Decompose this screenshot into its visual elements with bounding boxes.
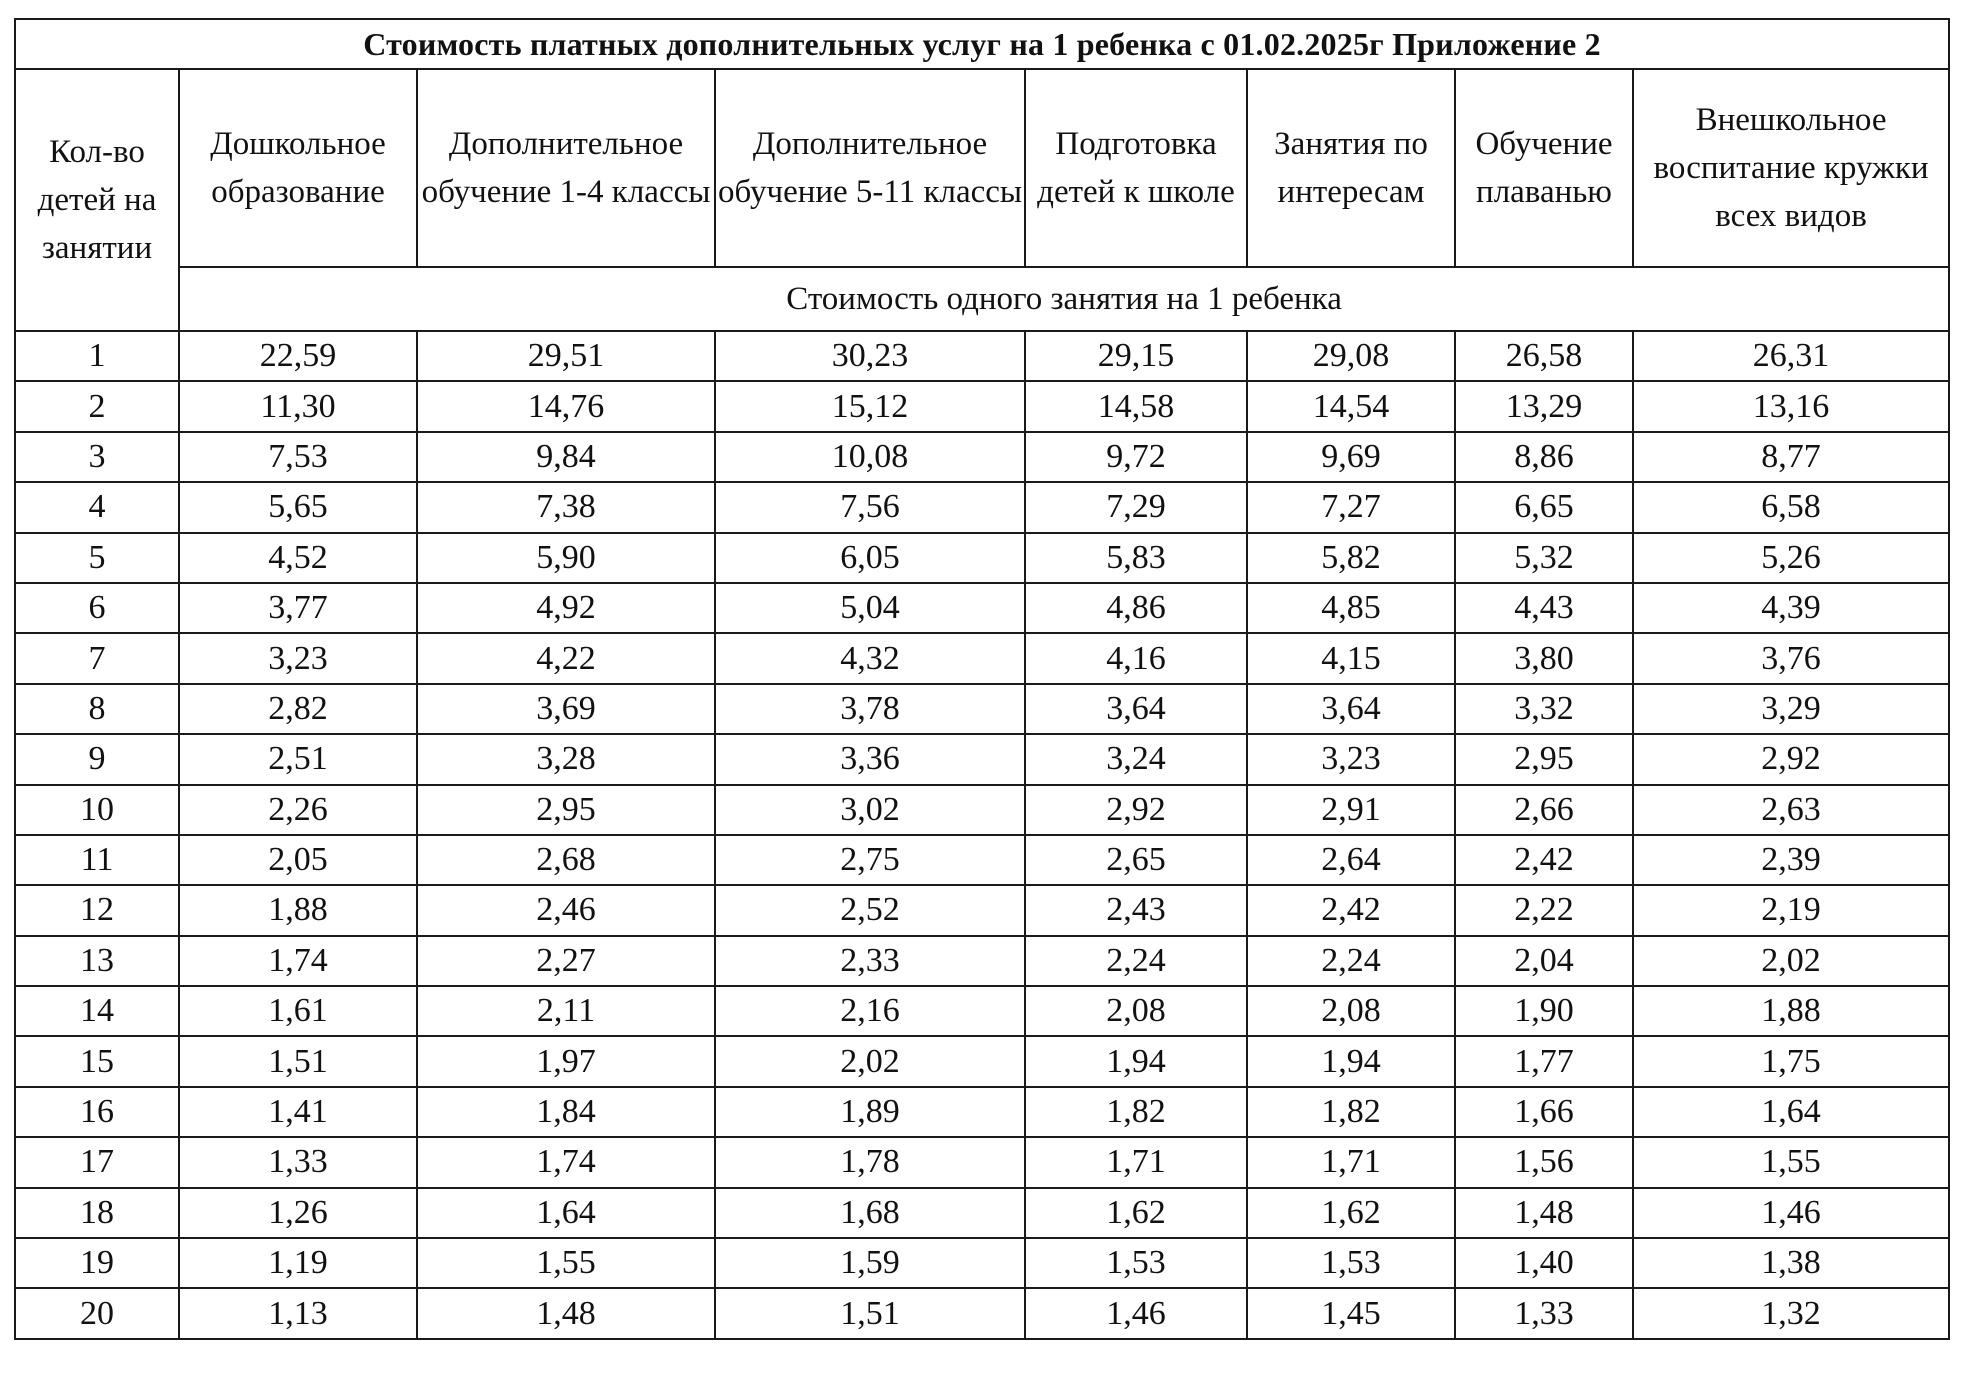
subheader-cost-per-lesson: Стоимость одного занятия на 1 ребенка [179,267,1949,331]
cell-extra-1-4: 29,51 [417,331,715,381]
cell-extra-1-4: 1,74 [417,1137,715,1187]
cell-preschool: 2,05 [179,835,417,885]
cell-swimming: 2,95 [1455,734,1633,784]
cell-children-count: 5 [15,533,179,583]
cell-extra-1-4: 2,68 [417,835,715,885]
cell-extra-5-11: 2,75 [715,835,1025,885]
cell-children-count: 20 [15,1288,179,1338]
price-document [14,18,1948,1340]
table-body [15,331,1949,1339]
cell-interests: 1,82 [1247,1087,1455,1137]
table-title: Стоимость платных дополнительных услуг на 1 ребенка с 01.02.2025г Приложение 2 [15,19,1949,69]
cell-clubs: 3,29 [1633,684,1949,734]
cell-extra-1-4: 1,64 [417,1188,715,1238]
cell-school-prep: 3,64 [1025,684,1247,734]
cell-swimming: 3,32 [1455,684,1633,734]
cell-children-count: 7 [15,633,179,683]
cell-clubs: 1,46 [1633,1188,1949,1238]
cell-extra-1-4: 1,84 [417,1087,715,1137]
cell-children-count: 11 [15,835,179,885]
cell-swimming: 1,48 [1455,1188,1633,1238]
cell-school-prep: 1,71 [1025,1137,1247,1187]
cell-interests: 3,64 [1247,684,1455,734]
cell-clubs: 2,63 [1633,785,1949,835]
cell-children-count: 14 [15,986,179,1036]
cell-children-count: 3 [15,432,179,482]
cell-preschool: 1,41 [179,1087,417,1137]
cell-extra-5-11: 2,16 [715,986,1025,1036]
header-extra-5-11: Дополнительное обучение 5-11 классы [715,69,1025,267]
cell-swimming: 8,86 [1455,432,1633,482]
cell-extra-5-11: 30,23 [715,331,1025,381]
cell-interests: 4,15 [1247,633,1455,683]
cell-school-prep: 4,16 [1025,633,1247,683]
cell-clubs: 2,39 [1633,835,1949,885]
cell-extra-5-11: 3,02 [715,785,1025,835]
table-row [15,684,1949,734]
cell-extra-1-4: 2,11 [417,986,715,1036]
cell-school-prep: 2,92 [1025,785,1247,835]
table-row [15,1288,1949,1338]
header-clubs: Внешкольное воспитание кружки всех видов [1633,69,1949,267]
cell-extra-1-4: 7,38 [417,482,715,532]
cell-swimming: 2,04 [1455,936,1633,986]
cell-extra-1-4: 1,48 [417,1288,715,1338]
cell-interests: 5,82 [1247,533,1455,583]
cell-clubs: 3,76 [1633,633,1949,683]
cell-interests: 1,45 [1247,1288,1455,1338]
cell-extra-5-11: 3,78 [715,684,1025,734]
price-table [14,18,1950,1340]
table-row [15,936,1949,986]
cell-school-prep: 2,43 [1025,885,1247,935]
cell-extra-1-4: 2,27 [417,936,715,986]
cell-school-prep: 14,58 [1025,381,1247,431]
cell-children-count: 16 [15,1087,179,1137]
cell-children-count: 8 [15,684,179,734]
cell-preschool: 5,65 [179,482,417,532]
table-row [15,432,1949,482]
cell-school-prep: 9,72 [1025,432,1247,482]
cell-preschool: 1,51 [179,1036,417,1086]
cell-clubs: 1,38 [1633,1238,1949,1288]
cell-interests: 2,24 [1247,936,1455,986]
cell-extra-1-4: 14,76 [417,381,715,431]
table-row [15,785,1949,835]
cell-preschool: 1,26 [179,1188,417,1238]
header-preschool: Дошкольное образование [179,69,417,267]
cell-preschool: 2,26 [179,785,417,835]
table-row [15,583,1949,633]
cell-preschool: 1,88 [179,885,417,935]
cell-interests: 3,23 [1247,734,1455,784]
cell-children-count: 1 [15,331,179,381]
cell-children-count: 2 [15,381,179,431]
table-row [15,1188,1949,1238]
table-row [15,1036,1949,1086]
cell-extra-5-11: 2,02 [715,1036,1025,1086]
cell-interests: 1,53 [1247,1238,1455,1288]
cell-interests: 2,42 [1247,885,1455,935]
cell-preschool: 1,74 [179,936,417,986]
table-row [15,482,1949,532]
table-row [15,1137,1949,1187]
cell-extra-5-11: 1,68 [715,1188,1025,1238]
table-row [15,885,1949,935]
cell-preschool: 7,53 [179,432,417,482]
cell-preschool: 2,82 [179,684,417,734]
cell-extra-5-11: 5,04 [715,583,1025,633]
cell-children-count: 4 [15,482,179,532]
cell-swimming: 2,22 [1455,885,1633,935]
cell-children-count: 19 [15,1238,179,1288]
cell-children-count: 13 [15,936,179,986]
cell-clubs: 8,77 [1633,432,1949,482]
cell-preschool: 22,59 [179,331,417,381]
cell-school-prep: 1,94 [1025,1036,1247,1086]
cell-extra-1-4: 9,84 [417,432,715,482]
cell-swimming: 5,32 [1455,533,1633,583]
cell-clubs: 1,64 [1633,1087,1949,1137]
table-row [15,381,1949,431]
table-row [15,533,1949,583]
cell-school-prep: 1,82 [1025,1087,1247,1137]
cell-clubs: 6,58 [1633,482,1949,532]
cell-school-prep: 5,83 [1025,533,1247,583]
cell-preschool: 4,52 [179,533,417,583]
cell-clubs: 1,55 [1633,1137,1949,1187]
cell-extra-1-4: 4,92 [417,583,715,633]
cell-extra-5-11: 3,36 [715,734,1025,784]
cell-swimming: 1,90 [1455,986,1633,1036]
cell-extra-1-4: 1,55 [417,1238,715,1288]
cell-children-count: 9 [15,734,179,784]
cell-clubs: 2,19 [1633,885,1949,935]
header-children-count: Кол-во детей на занятии [15,69,179,331]
cell-clubs: 1,32 [1633,1288,1949,1338]
cell-extra-1-4: 3,28 [417,734,715,784]
cell-school-prep: 1,53 [1025,1238,1247,1288]
cell-children-count: 17 [15,1137,179,1187]
cell-swimming: 6,65 [1455,482,1633,532]
cell-interests: 2,91 [1247,785,1455,835]
cell-preschool: 1,33 [179,1137,417,1187]
cell-extra-5-11: 1,78 [715,1137,1025,1187]
cell-interests: 29,08 [1247,331,1455,381]
cell-extra-5-11: 15,12 [715,381,1025,431]
header-swimming: Обучение плаванью [1455,69,1633,267]
cell-clubs: 1,75 [1633,1036,1949,1086]
cell-swimming: 3,80 [1455,633,1633,683]
cell-extra-5-11: 7,56 [715,482,1025,532]
cell-interests: 1,62 [1247,1188,1455,1238]
table-row [15,331,1949,381]
cell-extra-5-11: 1,59 [715,1238,1025,1288]
table-row [15,1087,1949,1137]
cell-interests: 1,71 [1247,1137,1455,1187]
header-school-prep: Подготовка детей к школе [1025,69,1247,267]
cell-preschool: 3,77 [179,583,417,633]
cell-extra-1-4: 2,95 [417,785,715,835]
cell-school-prep: 1,46 [1025,1288,1247,1338]
cell-extra-5-11: 1,51 [715,1288,1025,1338]
cell-school-prep: 2,65 [1025,835,1247,885]
cell-swimming: 2,66 [1455,785,1633,835]
cell-interests: 14,54 [1247,381,1455,431]
cell-interests: 1,94 [1247,1036,1455,1086]
cell-children-count: 15 [15,1036,179,1086]
cell-swimming: 1,56 [1455,1137,1633,1187]
cell-school-prep: 2,24 [1025,936,1247,986]
cell-clubs: 1,88 [1633,986,1949,1036]
table-row [15,1238,1949,1288]
table-row [15,986,1949,1036]
cell-preschool: 2,51 [179,734,417,784]
cell-interests: 9,69 [1247,432,1455,482]
cell-extra-1-4: 2,46 [417,885,715,935]
cell-preschool: 11,30 [179,381,417,431]
cell-swimming: 1,33 [1455,1288,1633,1338]
cell-extra-5-11: 6,05 [715,533,1025,583]
cell-extra-5-11: 2,33 [715,936,1025,986]
cell-extra-5-11: 1,89 [715,1087,1025,1137]
cell-school-prep: 3,24 [1025,734,1247,784]
cell-preschool: 1,19 [179,1238,417,1288]
cell-clubs: 2,92 [1633,734,1949,784]
cell-clubs: 2,02 [1633,936,1949,986]
table-row [15,734,1949,784]
cell-school-prep: 2,08 [1025,986,1247,1036]
cell-extra-1-4: 3,69 [417,684,715,734]
cell-swimming: 1,66 [1455,1087,1633,1137]
cell-extra-5-11: 2,52 [715,885,1025,935]
cell-swimming: 1,77 [1455,1036,1633,1086]
cell-children-count: 6 [15,583,179,633]
cell-swimming: 4,43 [1455,583,1633,633]
cell-interests: 4,85 [1247,583,1455,633]
cell-clubs: 4,39 [1633,583,1949,633]
header-extra-1-4: Дополнительное обучение 1-4 классы [417,69,715,267]
cell-interests: 2,08 [1247,986,1455,1036]
header-interests: Занятия по интересам [1247,69,1455,267]
cell-swimming: 1,40 [1455,1238,1633,1288]
cell-preschool: 1,61 [179,986,417,1036]
cell-school-prep: 4,86 [1025,583,1247,633]
cell-swimming: 13,29 [1455,381,1633,431]
table-row [15,633,1949,683]
cell-school-prep: 29,15 [1025,331,1247,381]
cell-swimming: 26,58 [1455,331,1633,381]
cell-extra-5-11: 4,32 [715,633,1025,683]
cell-interests: 2,64 [1247,835,1455,885]
cell-interests: 7,27 [1247,482,1455,532]
cell-children-count: 12 [15,885,179,935]
cell-clubs: 13,16 [1633,381,1949,431]
cell-extra-1-4: 5,90 [417,533,715,583]
cell-children-count: 10 [15,785,179,835]
cell-school-prep: 1,62 [1025,1188,1247,1238]
cell-preschool: 1,13 [179,1288,417,1338]
cell-swimming: 2,42 [1455,835,1633,885]
cell-extra-5-11: 10,08 [715,432,1025,482]
cell-extra-1-4: 1,97 [417,1036,715,1086]
cell-children-count: 18 [15,1188,179,1238]
cell-extra-1-4: 4,22 [417,633,715,683]
cell-clubs: 26,31 [1633,331,1949,381]
cell-preschool: 3,23 [179,633,417,683]
cell-school-prep: 7,29 [1025,482,1247,532]
cell-clubs: 5,26 [1633,533,1949,583]
table-row [15,835,1949,885]
